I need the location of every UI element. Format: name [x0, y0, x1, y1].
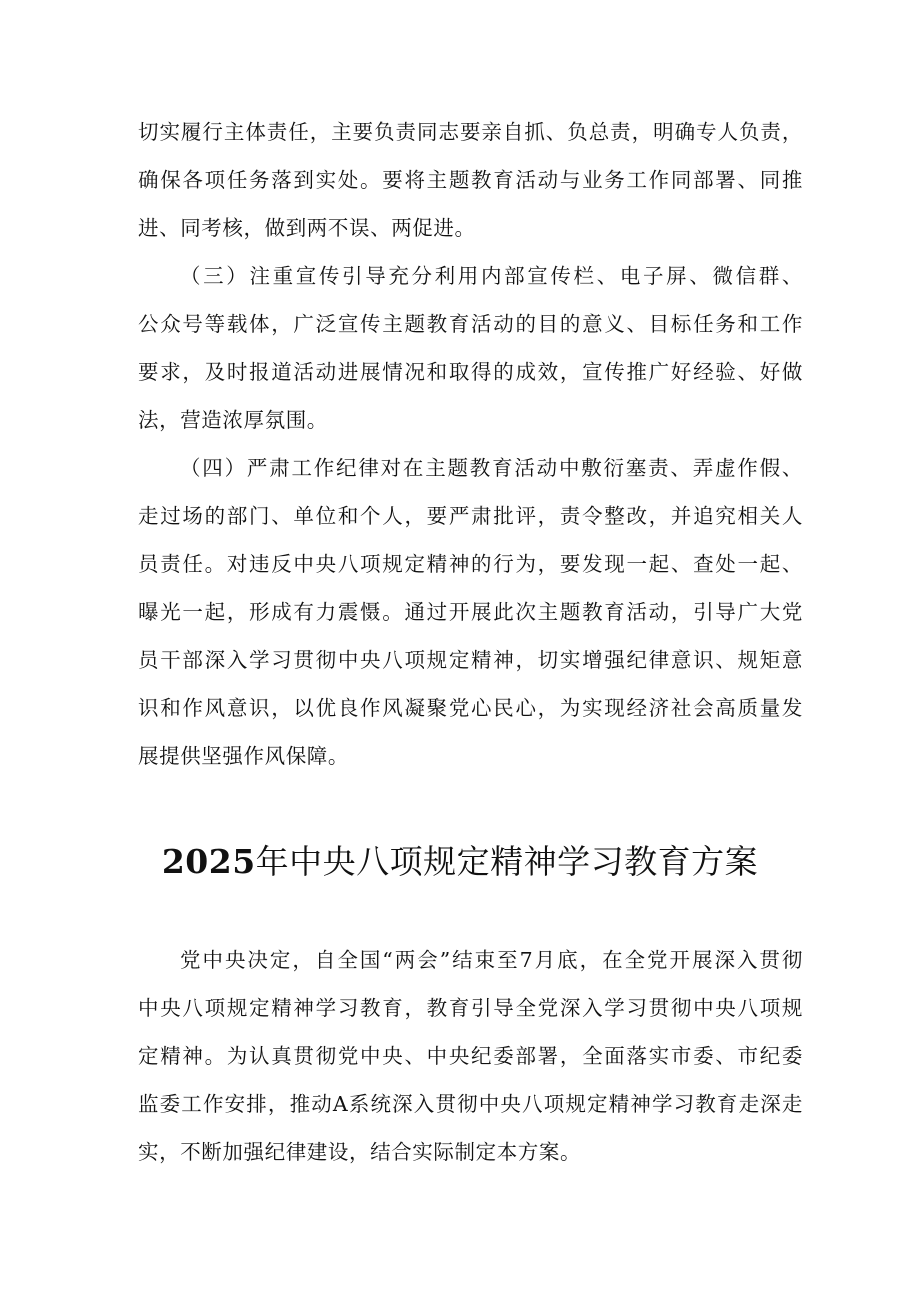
- paragraph-3-line-2: 走过场的部门、单位和个人，要严肃批评，责令整改，并追究相关人: [138, 504, 803, 528]
- paragraph-2-line-2: 公众号等载体，广泛宣传主题教育活动的目的意义、目标任务和工作: [138, 312, 803, 336]
- paragraph-3-line-6: 识和作风意识，以优良作风凝聚党心民心，为实现经济社会高质量发: [138, 696, 803, 720]
- paragraph-3-line-7: 展提供坚强作风保障。: [138, 744, 349, 768]
- title-text: 年中央八项规定精神学习教育方案: [255, 842, 759, 881]
- title-year: 2025: [161, 842, 256, 881]
- paragraph-2-line-3: 要求，及时报道活动进展情况和取得的成效，宣传推广好经验、好做: [138, 360, 803, 384]
- document-title: [0, 840, 920, 884]
- intro-line-4: 监委工作安排，推动A系统深入贯彻中央八项规定精神学习教育走深走: [138, 1092, 803, 1116]
- paragraph-2-line-4: 法，营造浓厚氛围。: [138, 408, 328, 432]
- paragraph-1-line-1: 切实履行主体责任，主要负责同志要亲自抓、负总责，明确专人负责，: [138, 120, 803, 144]
- intro-line-3: 定精神。为认真贯彻党中央、中央纪委部署，全面落实市委、市纪委: [138, 1044, 803, 1068]
- intro-line-2: 中央八项规定精神学习教育，教育引导全党深入学习贯彻中央八项规: [138, 996, 803, 1020]
- paragraph-1-line-3: 进、同考核，做到两不误、两促进。: [138, 216, 476, 240]
- paragraph-3-line-3: 员责任。对违反中央八项规定精神的行为，要发现一起、查处一起、: [138, 552, 803, 576]
- intro-line-1: 党中央决定，自全国“两会”结束至7月底，在全党开展深入贯彻: [180, 948, 803, 972]
- paragraph-2-line-1: （三）注重宣传引导充分利用内部宣传栏、电子屏、微信群、: [180, 264, 803, 288]
- intro-line-5: 实，不断加强纪律建设，结合实际制定本方案。: [138, 1140, 582, 1164]
- paragraph-3-line-1: （四）严肃工作纪律对在主题教育活动中敷衍塞责、弄虚作假、: [180, 456, 803, 480]
- paragraph-3-line-4: 曝光一起，形成有力震慑。通过开展此次主题教育活动，引导广大党: [138, 600, 803, 624]
- paragraph-3-line-5: 员干部深入学习贯彻中央八项规定精神，切实增强纪律意识、规矩意: [138, 648, 803, 672]
- paragraph-1-line-2: 确保各项任务落到实处。要将主题教育活动与业务工作同部署、同推: [138, 168, 803, 192]
